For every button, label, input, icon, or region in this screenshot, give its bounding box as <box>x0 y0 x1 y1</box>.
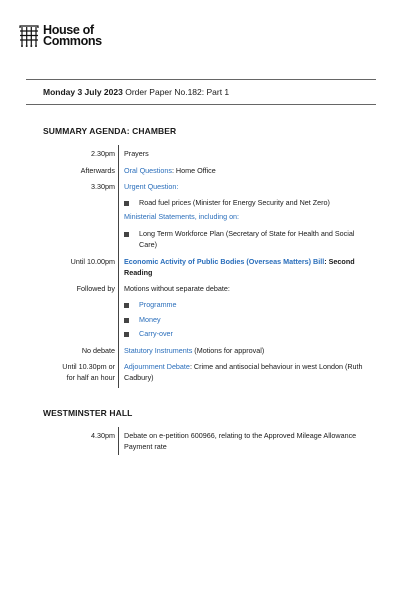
agenda-time: Until 10.00pm <box>70 257 115 266</box>
agenda-text: : Home Office <box>171 166 216 175</box>
agenda-text: Road fuel prices (Minister for Energy Security and Net Zero) <box>139 198 330 207</box>
ministerial-statements-link[interactable]: Ministerial Statements, including on: <box>124 212 240 221</box>
adjournment-debate-link[interactable]: Adjournment Debate <box>124 362 190 371</box>
bullet-marker <box>124 318 129 323</box>
agenda-time-line-2: for half an hour <box>66 372 115 382</box>
order-paper-heading <box>43 87 229 97</box>
agenda-text: Long Term Workforce Plan (Secretary of State for Health and Social Care) <box>139 229 355 249</box>
bullet-marker <box>124 303 129 308</box>
agenda-text: Motions without separate debate: <box>124 284 230 293</box>
chamber-timeline-divider <box>118 145 119 388</box>
heading-rule-bottom <box>26 104 376 105</box>
bullet-marker <box>124 201 129 206</box>
agenda-time: 2.30pm <box>91 149 115 158</box>
chamber-section-title: SUMMARY AGENDA: CHAMBER <box>43 126 177 136</box>
heading-date: Monday 3 July 2023 <box>43 87 123 97</box>
agenda-time: 3.30pm <box>91 182 115 191</box>
agenda-text: : Second Reading <box>124 257 355 277</box>
house-of-commons-logo <box>19 25 102 48</box>
agenda-time: 4.30pm <box>91 431 115 440</box>
bill-link[interactable]: Economic Activity of Public Bodies (Overseas Matters) Bill <box>124 257 325 266</box>
portcullis-icon <box>19 25 39 47</box>
agenda-time: Followed by <box>76 284 115 293</box>
logo-line-2: Commons <box>43 34 102 49</box>
heading-rule-top <box>26 79 376 80</box>
agenda-time: Afterwards <box>80 166 115 175</box>
logo-line-1: House of <box>43 23 94 37</box>
bullet-marker <box>124 332 129 337</box>
agenda-time-line-1: Until 10.30pm or <box>62 362 115 371</box>
agenda-time: No debate <box>81 346 115 355</box>
money-link[interactable]: Money <box>139 315 161 324</box>
agenda-text: : Crime and antisocial behaviour in west London (Ruth Cadbury) <box>124 362 363 382</box>
bullet-marker <box>124 232 129 237</box>
urgent-question-link[interactable]: Urgent Question: <box>124 182 179 191</box>
oral-questions-link[interactable]: Oral Questions <box>124 166 172 175</box>
heading-rest: Order Paper No.182: Part 1 <box>122 87 230 97</box>
agenda-text: Debate on e-petition 600966, relating to the Approved Mileage Allowance Payment rate <box>124 431 357 451</box>
carry-over-link[interactable]: Carry-over <box>139 329 173 338</box>
westminster-hall-section-title: WESTMINSTER HALL <box>43 408 133 418</box>
statutory-instruments-link[interactable]: Statutory Instruments <box>124 346 193 355</box>
agenda-text: (Motions for approval) <box>192 346 265 355</box>
programme-link[interactable]: Programme <box>139 300 177 309</box>
agenda-text: Prayers <box>124 149 149 158</box>
westminster-timeline-divider <box>118 427 119 455</box>
